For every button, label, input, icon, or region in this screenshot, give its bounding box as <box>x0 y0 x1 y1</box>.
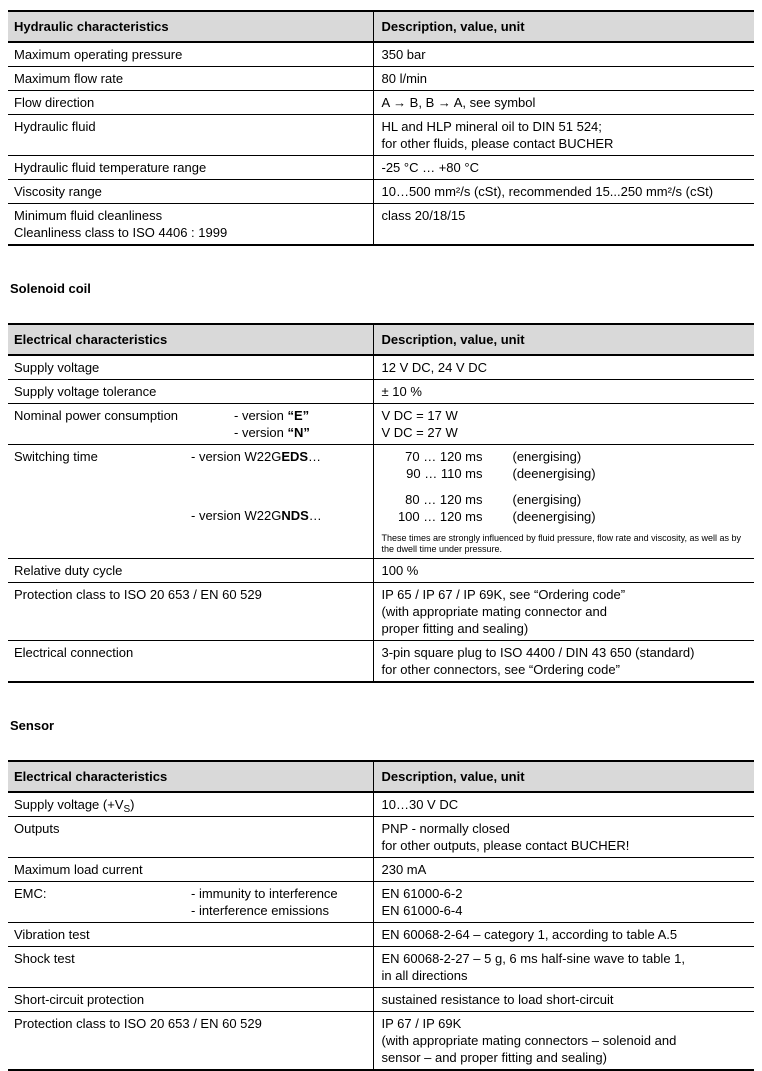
column-header-electrical-characteristics: Electrical characteristics <box>8 324 373 355</box>
table-row-relative-duty-cycle <box>8 559 754 583</box>
value-line: sensor – and proper fitting and sealing) <box>381 1050 607 1065</box>
row-value <box>373 445 754 559</box>
value-line: PNP - normally closed <box>381 821 510 836</box>
row-label: Relative duty cycle <box>8 559 373 583</box>
emc-sublabels <box>191 885 365 919</box>
row-value: ± 10 % <box>373 380 754 404</box>
row-label-text: Nominal power consumption <box>14 408 179 423</box>
table-row-max-flow-rate <box>8 67 754 91</box>
table-row-emc <box>8 882 754 923</box>
value-line: EN 60068-2-27 – 5 g, 6 ms half-sine wave to table 1, <box>381 951 686 966</box>
row-label <box>8 882 373 923</box>
value-line: (with appropriate mating connectors – solenoid and <box>381 1033 677 1048</box>
row-label <box>8 204 373 246</box>
emc-sublabel: - immunity to interference <box>191 886 338 901</box>
row-value: 10…500 mm²/s (cSt), recommended 15...250 mm²/s (cSt) <box>373 180 754 204</box>
value-line: HL and HLP mineral oil to DIN 51 524; <box>381 119 602 134</box>
row-value <box>373 404 754 445</box>
row-value: 80 l/min <box>373 67 754 91</box>
table-row-supply-voltage <box>8 355 754 380</box>
table-row-switching-time <box>8 445 754 559</box>
row-value: 10…30 V DC <box>373 792 754 817</box>
version-sublabels <box>234 407 365 441</box>
table-row-short-circuit-protection <box>8 988 754 1012</box>
row-label: Electrical connection <box>14 645 134 660</box>
table-row-minimum-fluid-cleanliness <box>8 204 754 246</box>
row-value: 12 V DC, 24 V DC <box>373 355 754 380</box>
row-label: Viscosity range <box>8 180 373 204</box>
time-value: 90 … 110 ms <box>406 466 483 481</box>
row-label: Outputs <box>8 817 373 858</box>
table-row-hydraulic-fluid <box>8 115 754 156</box>
hydraulic-characteristics-table <box>8 10 754 246</box>
emc-sublabel: - interference emissions <box>191 903 329 918</box>
column-header-description-value-unit: Description, value, unit <box>373 761 754 792</box>
value-line: EN 61000-6-4 <box>381 903 463 918</box>
time-phase: (deenergising) <box>512 509 596 524</box>
row-label: Hydraulic fluid temperature range <box>8 156 373 180</box>
value-line: proper fitting and sealing) <box>381 621 529 636</box>
value-line: IP 65 / IP 67 / IP 69K, see “Ordering code” <box>381 587 626 602</box>
version-sublabel: - version W22GNDS… <box>191 508 322 523</box>
value-line: (with appropriate mating connector and <box>381 604 607 619</box>
label-line: Minimum fluid cleanliness <box>14 208 163 223</box>
version-sublabels <box>191 448 365 524</box>
value-line: V DC = 17 W <box>381 408 458 423</box>
table-row-protection-class <box>8 583 754 641</box>
value-line: for other connectors, see “Ordering code” <box>381 662 620 677</box>
row-value: 100 % <box>373 559 754 583</box>
time-value: 80 … 120 ms <box>405 492 483 507</box>
table-row-nominal-power-consumption <box>8 404 754 445</box>
subscript-s: S <box>123 804 131 815</box>
row-label <box>8 445 373 559</box>
row-value: sustained resistance to load short-circuit <box>373 988 754 1012</box>
table-row-shock-test <box>8 947 754 988</box>
section-heading-sensor: Sensor <box>10 718 55 733</box>
value-line: IP 67 / IP 69K <box>381 1016 462 1031</box>
row-label: Maximum load current <box>8 858 373 882</box>
time-phase: (energising) <box>512 492 582 507</box>
table-row-electrical-connection <box>8 641 754 683</box>
switching-times-group-2 <box>382 491 747 525</box>
row-value <box>373 947 754 988</box>
row-label: Supply voltage $(+V_S)$ <box>8 792 373 817</box>
row-value: class 20/18/15 <box>373 204 754 246</box>
value-line: 3-pin square plug to ISO 4400 / DIN 43 650 (standard) <box>381 645 695 660</box>
solenoid-electrical-characteristics-table <box>8 323 754 683</box>
row-label: Short-circuit protection <box>8 988 373 1012</box>
version-sublabel: - version “E” <box>234 408 310 423</box>
value-line: for other fluids, please contact BUCHER <box>381 136 614 151</box>
label-line: Cleanliness class to ISO 4406 : 1999 <box>14 225 228 240</box>
row-label: Supply voltage tolerance <box>8 380 373 404</box>
row-label: Supply voltage <box>8 355 373 380</box>
switching-time-note: These times are strongly influenced by fluid pressure, flow rate and viscosity, as well as by the dwell time under pressure. <box>381 533 741 554</box>
table-header-row <box>8 761 754 792</box>
row-label: Protection class to ISO 20 653 / EN 60 529 <box>14 1016 262 1031</box>
row-value <box>373 583 754 641</box>
row-value: EN 60068-2-64 – category 1, according to table A.5 <box>373 923 754 947</box>
value-line: V DC = 27 W <box>381 425 458 440</box>
table-row-viscosity-range <box>8 180 754 204</box>
row-label: Hydraulic fluid <box>8 115 373 156</box>
table-row-vibration-test <box>8 923 754 947</box>
table-row-maximum-load-current <box>8 858 754 882</box>
table-row-supply-voltage-tolerance <box>8 380 754 404</box>
row-label: Shock test <box>8 947 373 988</box>
value-line: for other outputs, please contact BUCHER! <box>381 838 630 853</box>
sensor-electrical-characteristics-table <box>8 760 754 1071</box>
table-header-row <box>8 11 754 42</box>
time-phase: (energising) <box>512 449 582 464</box>
switching-times-group-1 <box>382 448 747 482</box>
time-phase: (deenergising) <box>512 466 596 481</box>
row-label: Flow direction <box>8 91 373 115</box>
column-header-hydraulic-characteristics: Hydraulic characteristics <box>8 11 373 42</box>
table-row-sensor-protection-class <box>8 1012 754 1071</box>
column-header-description-value-unit: Description, value, unit <box>373 11 754 42</box>
row-label: Maximum operating pressure <box>8 42 373 67</box>
row-value <box>373 641 754 683</box>
column-header-electrical-characteristics: Electrical characteristics <box>8 761 373 792</box>
row-label: Protection class to ISO 20 653 / EN 60 529 <box>8 583 373 641</box>
row-value <box>373 115 754 156</box>
table-row-max-operating-pressure <box>8 42 754 67</box>
table-row-flow-direction <box>8 91 754 115</box>
row-value: 230 mA <box>373 858 754 882</box>
row-value <box>373 817 754 858</box>
table-row-outputs <box>8 817 754 858</box>
value-line: in all directions <box>381 968 468 983</box>
row-value: A → B, B → A, see symbol <box>373 91 754 115</box>
row-value: -25 °C … +80 °C <box>373 156 754 180</box>
row-label-text: EMC: <box>14 886 47 901</box>
row-label: Vibration test <box>8 923 373 947</box>
version-sublabel: - version W22GEDS… <box>191 449 322 464</box>
time-value: 100 … 120 ms <box>397 509 483 524</box>
row-label-text: Switching time <box>14 449 98 464</box>
value-line: EN 61000-6-2 <box>381 886 463 901</box>
row-value: 350 bar <box>373 42 754 67</box>
time-value: 70 … 120 ms <box>405 449 483 464</box>
section-heading-solenoid-coil: Solenoid coil <box>10 281 91 296</box>
row-value <box>373 882 754 923</box>
table-row-fluid-temperature-range <box>8 156 754 180</box>
table-row-sensor-supply-voltage <box>8 792 754 817</box>
version-sublabel: - version “N” <box>234 425 310 440</box>
row-label <box>8 404 373 445</box>
column-header-description-value-unit: Description, value, unit <box>373 324 754 355</box>
row-label: Maximum flow rate <box>8 67 373 91</box>
table-header-row <box>8 324 754 355</box>
row-value <box>373 1012 754 1071</box>
